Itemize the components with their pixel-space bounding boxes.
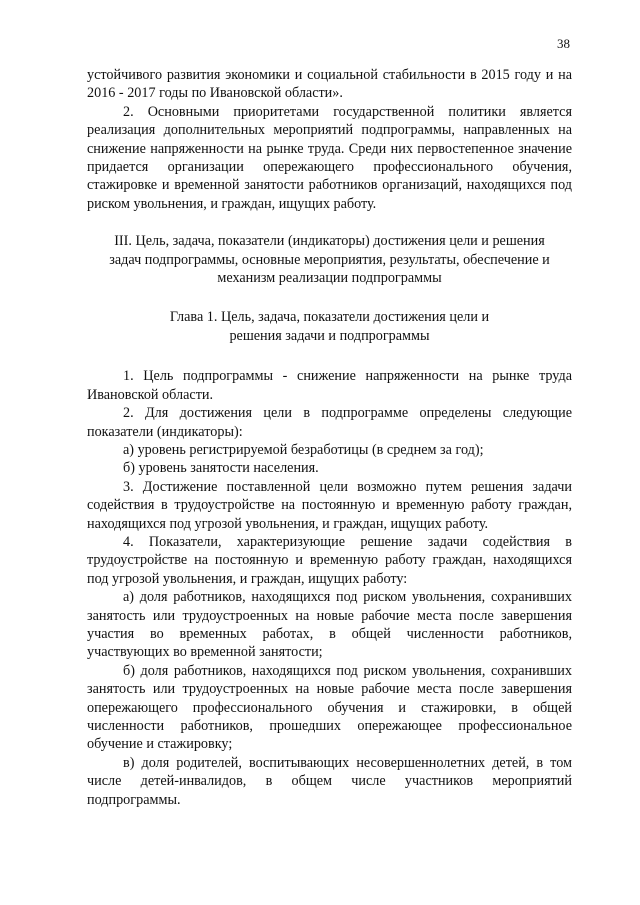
paragraph-indicators-intro: 2. Для достижения цели в подпрограмме определены следующие показатели (индикаторы): — [87, 405, 572, 440]
chapter-heading — [87, 308, 572, 345]
list-item-unemployment: а) уровень регистрируемой безработицы (в среднем за год); — [123, 441, 484, 458]
section-heading-line: механизм реализации подпрограммы — [217, 270, 442, 287]
chapter-heading-line: решения задачи и подпрограммы — [229, 327, 430, 344]
section-heading — [87, 232, 572, 287]
list-item-training: б) доля работников, находящихся под риском увольнения, сохранивших занятость или трудоустроенных на новые рабочие места после завершения опережающего профессионального обучения и стажировки, в общей численности работников, прошедших опережающее профессиональное обучение и стажировку; — [87, 662, 572, 753]
list-item-parents: в) доля родителей, воспитывающих несовершеннолетних детей, в том числе детей-инвалидов, в общем числе участников мероприятий подпрограммы. — [87, 754, 572, 808]
paragraph-continuation: устойчивого развития экономики и социальной стабильности в 2015 году и на 2016 - 2017 годы по Ивановской области». — [87, 67, 572, 102]
paragraph-task: 3. Достижение поставленной цели возможно путем решения задачи содействия в трудоустройстве на постоянную и временную работу граждан, находящихся под угрозой увольнения, и граждан, ищущих работу. — [87, 478, 572, 532]
paragraph-task-indicators: 4. Показатели, характеризующие решение задачи содействия в трудоустройстве на постоянную и временную работу граждан, находящихся под угрозой увольнения, и граждан, ищущих работу: — [87, 533, 572, 587]
list-item-temporary-work: а) доля работников, находящихся под риском увольнения, сохранивших занятость или трудоустроенных на новые рабочие места после завершения участия во временных работах, в общей численности работников, участвующих во временной занятости; — [87, 589, 572, 661]
section-heading-line: III. Цель, задача, показатели (индикаторы) достижения цели и решения — [114, 233, 545, 250]
paragraph-priorities: 2. Основными приоритетами государственной политики является реализация дополнительных мероприятий подпрограммы, направленных на снижение напряженности на рынке труда. Среди них первостепенное значение придается организации опережающего профессионального обучения, стажировке и временной занятости работников организаций, находящихся под риском увольнения, и граждан, ищущих работу. — [87, 103, 572, 212]
section-heading-line: задач подпрограммы, основные мероприятия, результаты, обеспечение и — [109, 251, 550, 268]
chapter-heading-line: Глава 1. Цель, задача, показатели достижения цели и — [169, 309, 490, 326]
page-number: 38 — [557, 36, 570, 51]
list-item-employment: б) уровень занятости населения. — [123, 460, 319, 477]
paragraph-goal: 1. Цель подпрограммы - снижение напряженности на рынке труда Ивановской области. — [87, 368, 572, 403]
page-content — [87, 66, 572, 809]
